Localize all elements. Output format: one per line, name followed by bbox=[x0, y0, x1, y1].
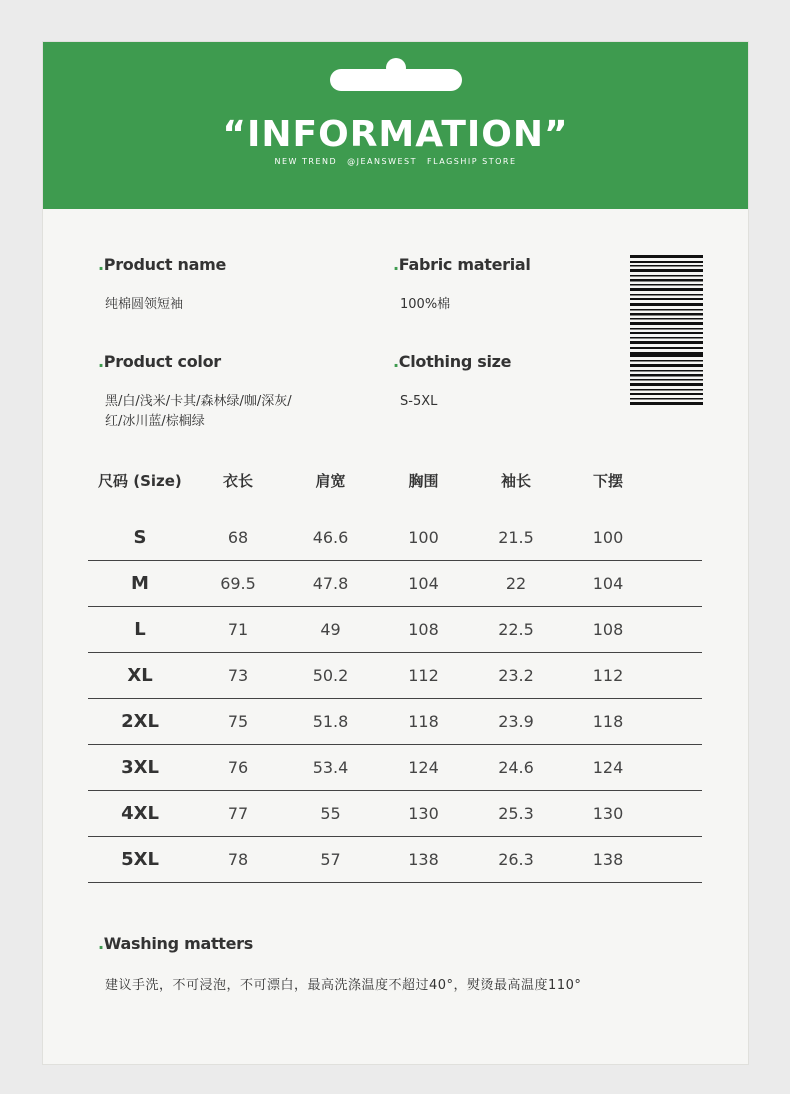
length-cell: 77 bbox=[227, 804, 249, 823]
hem-cell: 124 bbox=[592, 758, 624, 777]
shoulder-cell: 51.8 bbox=[312, 712, 349, 731]
size-cell: 5XL bbox=[121, 849, 159, 870]
chest-cell: 104 bbox=[408, 574, 439, 593]
table-row bbox=[88, 791, 702, 837]
sleeve-cell: 24.6 bbox=[498, 758, 534, 777]
size-table bbox=[88, 466, 702, 883]
header-subtitle bbox=[43, 157, 748, 166]
chest-cell: 138 bbox=[408, 850, 439, 869]
chest-cell: 100 bbox=[408, 528, 439, 547]
clothing-size-label: .Clothing size bbox=[393, 352, 512, 371]
product-name-value: 纯棉圆领短袖 bbox=[105, 297, 184, 312]
table-row bbox=[88, 653, 702, 699]
bullet-dot: . bbox=[98, 934, 104, 953]
header-shoulder: 肩宽 bbox=[315, 471, 346, 490]
shoulder-cell: 57 bbox=[320, 850, 341, 869]
info-header bbox=[43, 42, 748, 209]
header-size: 尺码 (Size) bbox=[98, 471, 182, 490]
length-cell: 69.5 bbox=[220, 574, 256, 593]
shoulder-cell: 50.2 bbox=[312, 666, 349, 685]
hem-cell: 130 bbox=[592, 804, 624, 823]
hem-cell: 112 bbox=[592, 666, 624, 685]
shoulder-cell: 55 bbox=[320, 804, 341, 823]
chest-cell: 108 bbox=[408, 620, 439, 639]
chest-cell: 130 bbox=[408, 804, 439, 823]
sleeve-cell: 21.5 bbox=[498, 528, 534, 547]
clothing-size-value: S-5XL bbox=[400, 394, 438, 409]
hem-cell: 100 bbox=[592, 528, 624, 547]
size-cell: XL bbox=[127, 665, 153, 686]
length-cell: 75 bbox=[227, 712, 249, 731]
size-cell: 4XL bbox=[121, 803, 159, 824]
size-cell: S bbox=[133, 527, 147, 548]
sleeve-cell: 23.2 bbox=[498, 666, 534, 685]
hem-cell: 138 bbox=[592, 850, 624, 869]
length-cell: 76 bbox=[227, 758, 249, 777]
table-row bbox=[88, 745, 702, 791]
length-cell: 68 bbox=[227, 528, 249, 547]
washing-matters-label: .Washing matters bbox=[98, 934, 254, 953]
shoulder-cell: 53.4 bbox=[312, 758, 349, 777]
bullet-dot: . bbox=[98, 352, 104, 371]
sleeve-cell: 22.5 bbox=[498, 620, 534, 639]
length-cell: 78 bbox=[227, 850, 249, 869]
size-cell: L bbox=[134, 619, 146, 640]
sleeve-cell: 26.3 bbox=[498, 850, 534, 869]
washing-instructions: 建议手洗，不可浸泡，不可漂白，最高洗涤温度不超过40°，熨烫最高温度110° bbox=[105, 978, 582, 993]
subtitle-store: FLAGSHIP STORE bbox=[427, 157, 517, 166]
table-row bbox=[88, 561, 702, 607]
table-row bbox=[88, 837, 702, 883]
size-table-header bbox=[88, 466, 702, 494]
sleeve-cell: 22 bbox=[505, 574, 527, 593]
sleeve-cell: 25.3 bbox=[498, 804, 534, 823]
hem-cell: 104 bbox=[592, 574, 624, 593]
table-row bbox=[88, 607, 702, 653]
table-row bbox=[88, 515, 702, 561]
shoulder-cell: 46.6 bbox=[312, 528, 349, 547]
subtitle-brand: @JEANSWEST bbox=[347, 157, 418, 166]
shoulder-cell: 49 bbox=[320, 620, 341, 639]
product-color-line-2: 红/冰川蓝/棕榈绿 bbox=[105, 414, 205, 429]
bullet-dot: . bbox=[393, 255, 399, 274]
info-card bbox=[43, 42, 748, 1064]
hang-tag-hole bbox=[330, 69, 462, 91]
chest-cell: 118 bbox=[408, 712, 439, 731]
fabric-material-label: .Fabric material bbox=[393, 255, 531, 274]
hem-cell: 108 bbox=[592, 620, 624, 639]
chest-cell: 124 bbox=[408, 758, 439, 777]
header-hem: 下摆 bbox=[592, 471, 623, 490]
barcode-icon bbox=[630, 255, 703, 407]
sleeve-cell: 23.9 bbox=[498, 712, 534, 731]
header-chest: 胸围 bbox=[408, 471, 439, 490]
header-sleeve: 袖长 bbox=[500, 471, 531, 490]
bullet-dot: . bbox=[98, 255, 104, 274]
subtitle-new-trend: NEW TREND bbox=[274, 157, 338, 166]
fabric-material-value: 100%棉 bbox=[400, 297, 451, 312]
chest-cell: 112 bbox=[408, 666, 439, 685]
size-cell: M bbox=[131, 573, 149, 594]
bullet-dot: . bbox=[393, 352, 399, 371]
hem-cell: 118 bbox=[592, 712, 624, 731]
product-color-label: .Product color bbox=[98, 352, 221, 371]
length-cell: 73 bbox=[227, 666, 249, 685]
shoulder-cell: 47.8 bbox=[312, 574, 349, 593]
product-color-line-1: 黑/白/浅米/卡其/森林绿/咖/深灰/ bbox=[105, 394, 292, 409]
size-cell: 2XL bbox=[121, 711, 159, 732]
header-length: 衣长 bbox=[222, 471, 253, 490]
table-row bbox=[88, 699, 702, 745]
page-title: “INFORMATION” bbox=[222, 114, 569, 155]
size-cell: 3XL bbox=[121, 757, 159, 778]
length-cell: 71 bbox=[227, 620, 249, 639]
product-name-label: .Product name bbox=[98, 255, 227, 274]
product-color-value bbox=[105, 392, 292, 432]
